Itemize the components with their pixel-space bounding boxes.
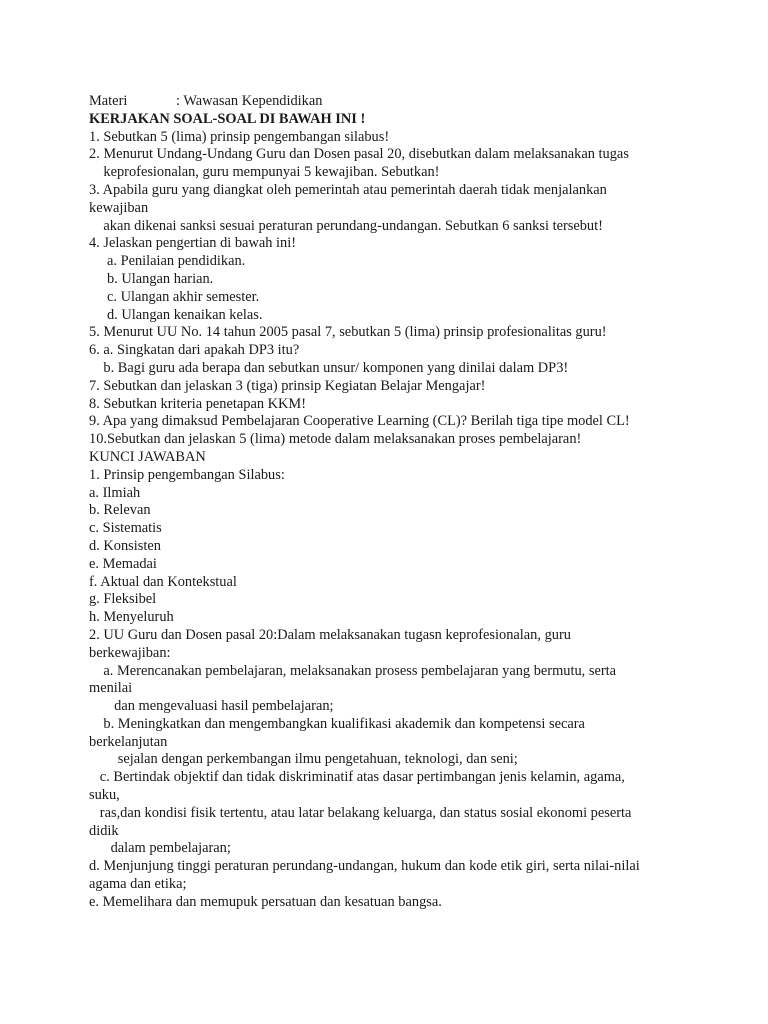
subject-value: : Wawasan Kependidikan xyxy=(176,93,323,109)
answer-line: berkewajiban: xyxy=(89,644,171,661)
answer-line: 2. UU Guru dan Dosen pasal 20:Dalam melaksanakan tugasn keprofesionalan, guru xyxy=(89,626,571,643)
answer-line: a. Ilmiah xyxy=(89,484,141,501)
question-line: b. Bagi guru ada berapa dan sebutkan unsur/ komponen yang dinilai dalam DP3! xyxy=(89,359,569,376)
answer-line: dan mengevaluasi hasil pembelajaran; xyxy=(89,698,334,715)
subject-label: Materi xyxy=(89,93,128,109)
answer-line: e. Memelihara dan memupuk persatuan dan kesatuan bangsa. xyxy=(89,893,442,910)
answer-line: g. Fleksibel xyxy=(89,591,157,608)
question-list xyxy=(89,129,689,449)
question-line: 8. Sebutkan kriteria penetapan KKM! xyxy=(89,395,306,412)
answer-line: c. Bertindak objektif dan tidak diskriminatif atas dasar pertimbangan jenis kelamin, agama, xyxy=(89,769,625,786)
answer-line: agama dan etika; xyxy=(89,876,187,893)
question-line: 4. Jelaskan pengertian di bawah ini! xyxy=(89,235,296,252)
answer-list xyxy=(89,467,689,912)
question-line: c. Ulangan akhir semester. xyxy=(89,288,260,305)
answer-line: sejalan dengan perkembangan ilmu pengetahuan, teknologi, dan seni; xyxy=(89,751,518,768)
question-line: 3. Apabila guru yang diangkat oleh pemerintah atau pemerintah daerah tidak menjalankan xyxy=(89,181,607,198)
question-line: 7. Sebutkan dan jelaskan 3 (tiga) prinsip Kegiatan Belajar Mengajar! xyxy=(89,377,486,394)
answer-line: berkelanjutan xyxy=(89,733,168,750)
answer-line: menilai xyxy=(89,680,133,697)
question-line: b. Ulangan harian. xyxy=(89,270,214,287)
question-line: 10.Sebutkan dan jelaskan 5 (lima) metode dalam melaksanakan proses pembelajaran! xyxy=(89,431,582,448)
answer-line: f. Aktual dan Kontekstual xyxy=(89,573,237,590)
question-line: 9. Apa yang dimaksud Pembelajaran Cooperative Learning (CL)? Berilah tiga tipe model CL! xyxy=(89,413,630,430)
question-line: akan dikenai sanksi sesuai peraturan perundang-undangan. Sebutkan 6 sanksi tersebut! xyxy=(89,217,603,234)
answer-key-heading: KUNCI JAWABAN xyxy=(89,448,206,465)
answer-line: b. Relevan xyxy=(89,502,151,519)
answer-line: c. Sistematis xyxy=(89,520,162,537)
document-body xyxy=(89,93,689,912)
answer-line: h. Menyeluruh xyxy=(89,609,174,626)
instruction-heading: KERJAKAN SOAL-SOAL DI BAWAH INI ! xyxy=(89,110,366,127)
question-line: kewajiban xyxy=(89,199,149,216)
answer-line: suku, xyxy=(89,787,120,804)
question-line: keprofesionalan, guru mempunyai 5 kewajiban. Sebutkan! xyxy=(89,164,440,181)
question-line: d. Ulangan kenaikan kelas. xyxy=(89,306,263,323)
answer-line: 1. Prinsip pengembangan Silabus: xyxy=(89,466,285,483)
answer-line: didik xyxy=(89,822,119,839)
question-line: 5. Menurut UU No. 14 tahun 2005 pasal 7, sebutkan 5 (lima) prinsip profesionalitas guru! xyxy=(89,324,607,341)
answer-line: e. Memadai xyxy=(89,555,157,572)
question-line: a. Penilaian pendidikan. xyxy=(89,253,246,270)
answer-line: d. Menjunjung tinggi peraturan perundang-undangan, hukum dan kode etik giri, serta nilai-nilai xyxy=(89,858,640,875)
question-line: 6. a. Singkatan dari apakah DP3 itu? xyxy=(89,342,300,359)
answer-line: d. Konsisten xyxy=(89,537,161,554)
answer-line: b. Meningkatkan dan mengembangkan kualifikasi akademik dan kompetensi secara xyxy=(89,715,585,732)
answer-line: ras,dan kondisi fisik tertentu, atau latar belakang keluarga, dan status sosial ekonomi peserta xyxy=(89,804,632,821)
subject-line xyxy=(89,93,689,111)
question-line: 1. Sebutkan 5 (lima) prinsip pengembangan silabus! xyxy=(89,128,390,145)
answer-line: a. Merencanakan pembelajaran, melaksanakan prosess pembelajaran yang bermutu, serta xyxy=(89,662,617,679)
answer-line: dalam pembelajaran; xyxy=(89,840,231,857)
question-line: 2. Menurut Undang-Undang Guru dan Dosen pasal 20, disebutkan dalam melaksanakan tugas xyxy=(89,146,629,163)
